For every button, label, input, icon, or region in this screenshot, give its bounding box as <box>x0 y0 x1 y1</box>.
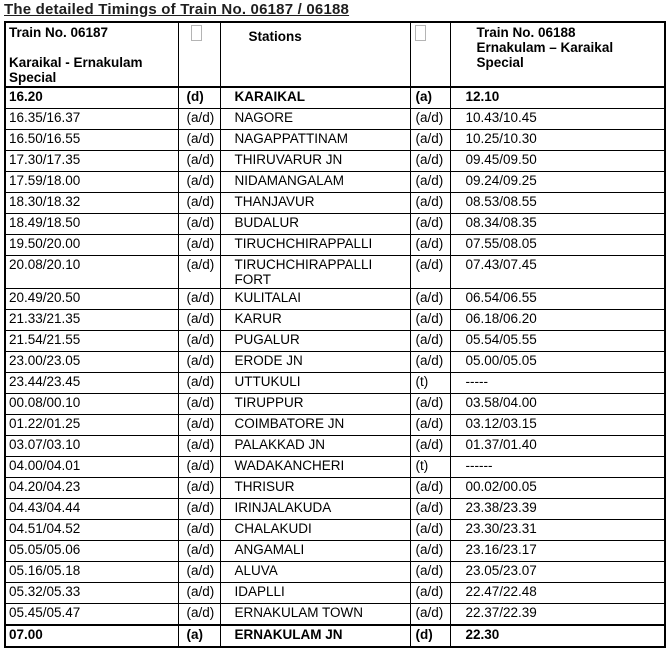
train1-number: Train No. 06187 <box>9 25 109 40</box>
train2-time-cell: 03.12/03.15 <box>450 415 665 436</box>
table-row <box>5 478 665 499</box>
header-row <box>5 22 665 87</box>
station-name-cell: BUDALUR <box>220 214 410 235</box>
train1-time-cell: 17.59/18.00 <box>5 172 178 193</box>
train1-time-cell: 07.00 <box>5 625 178 647</box>
train2-marker-cell: (a/d) <box>410 499 450 520</box>
train1-time-cell: 04.43/04.44 <box>5 499 178 520</box>
train1-time-cell: 16.50/16.55 <box>5 130 178 151</box>
train1-time-cell: 20.49/20.50 <box>5 289 178 310</box>
train1-time-cell: 16.35/16.37 <box>5 109 178 130</box>
station-name-cell: ANGAMALI <box>220 541 410 562</box>
header-train-06187 <box>5 22 178 87</box>
station-name-cell: TIRUCHCHIRAPPALLI FORT <box>220 256 410 289</box>
train1-marker-cell: (a/d) <box>178 193 220 214</box>
train1-marker-cell: (a/d) <box>178 499 220 520</box>
train2-time-cell: 10.25/10.30 <box>450 130 665 151</box>
train1-marker-cell: (a/d) <box>178 352 220 373</box>
train1-marker-cell: (a/d) <box>178 373 220 394</box>
train2-marker-cell: (a/d) <box>410 214 450 235</box>
header-stations: Stations <box>220 22 410 87</box>
train1-marker-cell: (a/d) <box>178 214 220 235</box>
page <box>0 1 668 642</box>
station-name-cell: IDAPLLI <box>220 583 410 604</box>
train2-marker-cell: (a/d) <box>410 310 450 331</box>
station-name-cell: NIDAMANGALAM <box>220 172 410 193</box>
train1-time-cell: 23.00/23.05 <box>5 352 178 373</box>
header-train-06188 <box>450 22 665 87</box>
table-row <box>5 214 665 235</box>
train1-marker-cell: (a/d) <box>178 130 220 151</box>
train2-marker-cell: (a/d) <box>410 289 450 310</box>
missing-glyph-icon <box>191 25 202 41</box>
table-row <box>5 541 665 562</box>
train2-time-cell: 05.54/05.55 <box>450 331 665 352</box>
train2-time-cell: ------ <box>450 457 665 478</box>
train1-marker-cell: (a) <box>178 625 220 647</box>
table-row <box>5 499 665 520</box>
train1-time-cell: 18.30/18.32 <box>5 193 178 214</box>
timetable-body <box>5 87 665 647</box>
table-row <box>5 373 665 394</box>
train1-marker-cell: (a/d) <box>178 394 220 415</box>
station-name-cell: KARAIKAL <box>220 87 410 109</box>
train2-time-cell: 06.18/06.20 <box>450 310 665 331</box>
station-name-cell: ERNAKULAM JN <box>220 625 410 647</box>
train2-marker-cell: (a/d) <box>410 109 450 130</box>
train1-time-cell: 04.51/04.52 <box>5 520 178 541</box>
train2-marker-cell: (a/d) <box>410 352 450 373</box>
train2-time-cell: 23.16/23.17 <box>450 541 665 562</box>
station-name-cell: THRISUR <box>220 478 410 499</box>
table-row <box>5 235 665 256</box>
train2-time-cell: 23.05/23.07 <box>450 562 665 583</box>
station-name-cell: PUGALUR <box>220 331 410 352</box>
train1-time-cell: 19.50/20.00 <box>5 235 178 256</box>
train1-marker-cell: (a/d) <box>178 520 220 541</box>
train1-time-cell: 05.05/05.06 <box>5 541 178 562</box>
table-row <box>5 289 665 310</box>
header-marker-col-1 <box>178 22 220 87</box>
train2-marker-cell: (a/d) <box>410 256 450 289</box>
header-marker-col-2 <box>410 22 450 87</box>
train2-time-cell: 09.45/09.50 <box>450 151 665 172</box>
train1-time-cell: 04.00/04.01 <box>5 457 178 478</box>
train2-time-cell: 08.34/08.35 <box>450 214 665 235</box>
train2-marker-cell: (a/d) <box>410 394 450 415</box>
station-name-cell: ERODE JN <box>220 352 410 373</box>
station-name-cell: ERNAKULAM TOWN <box>220 604 410 626</box>
table-row <box>5 193 665 214</box>
train1-marker-cell: (a/d) <box>178 457 220 478</box>
table-row <box>5 625 665 647</box>
station-name-cell: IRINJALAKUDA <box>220 499 410 520</box>
table-row <box>5 172 665 193</box>
train1-marker-cell: (a/d) <box>178 331 220 352</box>
train2-time-cell: 05.00/05.05 <box>450 352 665 373</box>
station-name-cell: KULITALAI <box>220 289 410 310</box>
train1-time-cell: 00.08/00.10 <box>5 394 178 415</box>
train2-time-cell: 23.30/23.31 <box>450 520 665 541</box>
train2-time-cell: 07.43/07.45 <box>450 256 665 289</box>
table-row <box>5 109 665 130</box>
station-name-cell: UTTUKULI <box>220 373 410 394</box>
table-row <box>5 256 665 289</box>
table-row <box>5 394 665 415</box>
train2-marker-cell: (a/d) <box>410 520 450 541</box>
table-row <box>5 583 665 604</box>
train1-marker-cell: (a/d) <box>178 151 220 172</box>
train1-marker-cell: (a/d) <box>178 436 220 457</box>
station-name-cell: TIRUPPUR <box>220 394 410 415</box>
train2-marker-cell: (a/d) <box>410 604 450 626</box>
train1-time-cell: 16.20 <box>5 87 178 109</box>
train1-time-cell: 17.30/17.35 <box>5 151 178 172</box>
train2-name: Ernakulam – Karaikal Special <box>476 40 614 70</box>
train2-marker-cell: (a/d) <box>410 172 450 193</box>
table-row <box>5 352 665 373</box>
train2-marker-cell: (a/d) <box>410 130 450 151</box>
train1-marker-cell: (a/d) <box>178 604 220 626</box>
train2-marker-cell: (a/d) <box>410 331 450 352</box>
timetable-header <box>5 22 665 87</box>
train2-marker-cell: (a/d) <box>410 193 450 214</box>
train1-time-cell: 05.45/05.47 <box>5 604 178 626</box>
train2-time-cell: 06.54/06.55 <box>450 289 665 310</box>
table-row <box>5 331 665 352</box>
table-row <box>5 457 665 478</box>
train1-marker-cell: (a/d) <box>178 541 220 562</box>
train-timetable <box>4 21 666 648</box>
table-row <box>5 520 665 541</box>
table-row <box>5 130 665 151</box>
train2-time-cell: 22.37/22.39 <box>450 604 665 626</box>
train2-marker-cell: (a/d) <box>410 415 450 436</box>
train1-marker-cell: (a/d) <box>178 235 220 256</box>
train1-time-cell: 21.33/21.35 <box>5 310 178 331</box>
station-name-cell: KARUR <box>220 310 410 331</box>
train2-time-cell: 10.43/10.45 <box>450 109 665 130</box>
train1-marker-cell: (a/d) <box>178 256 220 289</box>
train2-time-cell: 08.53/08.55 <box>450 193 665 214</box>
station-name-cell: WADAKANCHERI <box>220 457 410 478</box>
train1-time-cell: 05.16/05.18 <box>5 562 178 583</box>
train1-marker-cell: (a/d) <box>178 310 220 331</box>
train2-marker-cell: (a/d) <box>410 436 450 457</box>
train1-time-cell: 23.44/23.45 <box>5 373 178 394</box>
train2-time-cell: ----- <box>450 373 665 394</box>
station-name-cell: COIMBATORE JN <box>220 415 410 436</box>
train1-time-cell: 04.20/04.23 <box>5 478 178 499</box>
train2-marker-cell: (a/d) <box>410 583 450 604</box>
station-name-cell: NAGAPPATTINAM <box>220 130 410 151</box>
train2-time-cell: 03.58/04.00 <box>450 394 665 415</box>
train1-time-cell: 21.54/21.55 <box>5 331 178 352</box>
train1-marker-cell: (a/d) <box>178 172 220 193</box>
table-row <box>5 415 665 436</box>
train1-marker-cell: (d) <box>178 87 220 109</box>
table-row <box>5 436 665 457</box>
train2-marker-cell: (a/d) <box>410 478 450 499</box>
train1-marker-cell: (a/d) <box>178 109 220 130</box>
train1-time-cell: 05.32/05.33 <box>5 583 178 604</box>
train2-marker-cell: (t) <box>410 373 450 394</box>
train1-marker-cell: (a/d) <box>178 583 220 604</box>
station-name-cell: NAGORE <box>220 109 410 130</box>
station-name-cell: CHALAKUDI <box>220 520 410 541</box>
train1-time-cell: 18.49/18.50 <box>5 214 178 235</box>
train2-marker-cell: (a/d) <box>410 541 450 562</box>
train2-time-cell: 22.47/22.48 <box>450 583 665 604</box>
train2-marker-cell: (d) <box>410 625 450 647</box>
train1-marker-cell: (a/d) <box>178 478 220 499</box>
table-row <box>5 604 665 626</box>
train2-time-cell: 22.30 <box>450 625 665 647</box>
train2-time-cell: 00.02/00.05 <box>450 478 665 499</box>
train2-time-cell: 09.24/09.25 <box>450 172 665 193</box>
train2-marker-cell: (a/d) <box>410 562 450 583</box>
table-row <box>5 310 665 331</box>
station-name-cell: THANJAVUR <box>220 193 410 214</box>
train1-time-cell: 01.22/01.25 <box>5 415 178 436</box>
train2-marker-cell: (t) <box>410 457 450 478</box>
train2-time-cell: 12.10 <box>450 87 665 109</box>
train1-marker-cell: (a/d) <box>178 415 220 436</box>
train1-name: Karaikal - Ernakulam Special <box>9 55 143 85</box>
train1-marker-cell: (a/d) <box>178 289 220 310</box>
train2-time-cell: 01.37/01.40 <box>450 436 665 457</box>
table-row <box>5 151 665 172</box>
train2-number: Train No. 06188 <box>476 25 576 40</box>
page-title: The detailed Timings of Train No. 06187 / 06188 <box>4 1 350 18</box>
station-name-cell: ALUVA <box>220 562 410 583</box>
train2-marker-cell: (a/d) <box>410 151 450 172</box>
train1-marker-cell: (a/d) <box>178 562 220 583</box>
station-name-cell: THIRUVARUR JN <box>220 151 410 172</box>
train2-time-cell: 23.38/23.39 <box>450 499 665 520</box>
train2-time-cell: 07.55/08.05 <box>450 235 665 256</box>
table-row <box>5 87 665 109</box>
station-name-cell: PALAKKAD JN <box>220 436 410 457</box>
train2-marker-cell: (a/d) <box>410 235 450 256</box>
station-name-cell: TIRUCHCHIRAPPALLI <box>220 235 410 256</box>
train1-time-cell: 03.07/03.10 <box>5 436 178 457</box>
train1-time-cell: 20.08/20.10 <box>5 256 178 289</box>
train2-marker-cell: (a) <box>410 87 450 109</box>
missing-glyph-icon <box>415 25 426 41</box>
table-row <box>5 562 665 583</box>
